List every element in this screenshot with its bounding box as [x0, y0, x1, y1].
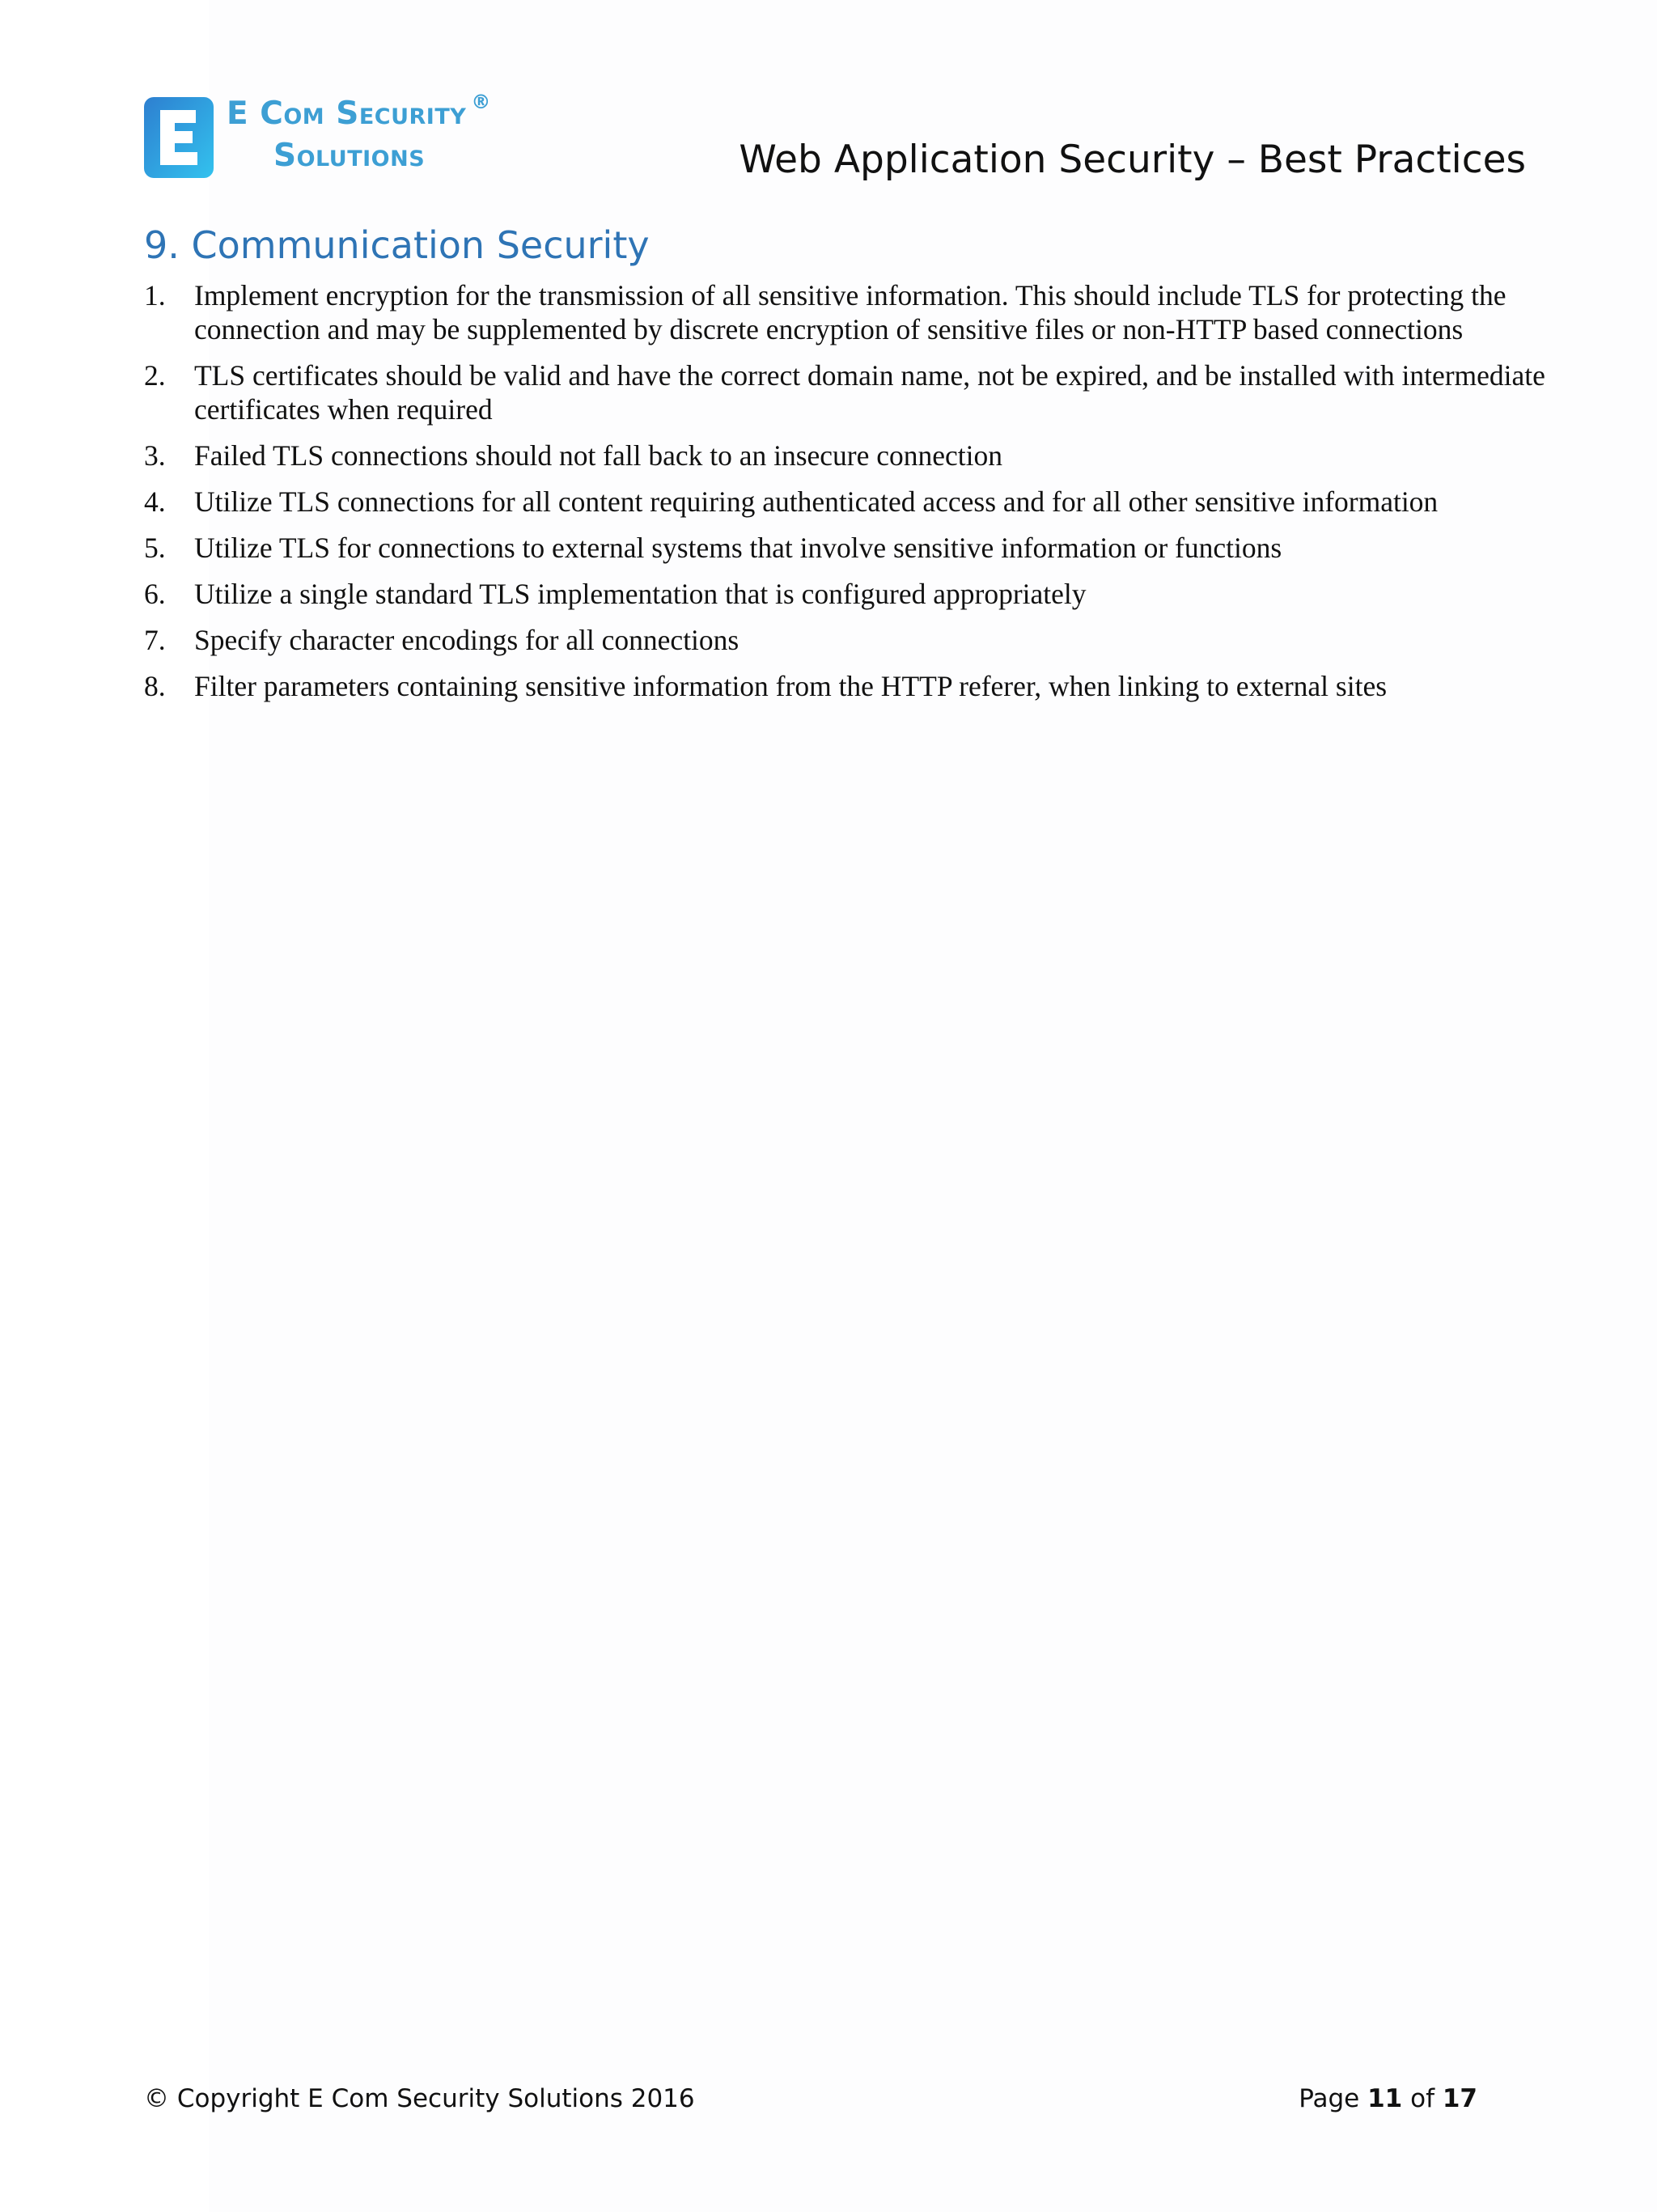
list-item-number: 4.	[144, 485, 166, 518]
list-item-number: 5.	[144, 532, 166, 564]
list-item-number: 1.	[144, 279, 166, 311]
list-item	[144, 669, 1560, 703]
list-item-text: Implement encryption for the transmission of all sensitive information. This should include TLS for protecting the connection and may be supplemented by discrete encryption of sensitive files or non-HTTP based connections	[194, 279, 1507, 345]
registered-mark: ®	[471, 91, 491, 113]
list-item-text: TLS certificates should be valid and have the correct domain name, not be expired, and be installed with intermediate certificates when required	[194, 359, 1545, 426]
list-item-number: 2.	[144, 359, 166, 392]
list-item-number: 7.	[144, 624, 166, 656]
list-item-number: 3.	[144, 439, 166, 472]
list-item-text: Utilize TLS connections for all content requiring authenticated access and for all other sensitive information	[194, 485, 1439, 518]
logo-text-line2: Solutions	[273, 138, 426, 174]
list-item-text: Specify character encodings for all connections	[194, 624, 740, 656]
list-item-number: 6.	[144, 578, 166, 610]
company-logo	[144, 91, 532, 186]
logo-e-icon	[144, 97, 214, 178]
list-item	[144, 278, 1560, 346]
best-practice-list	[144, 278, 1560, 715]
list-item-text: Filter parameters containing sensitive information from the HTTP referer, when linking to external sites	[194, 670, 1388, 702]
document-title: Web Application Security – Best Practices	[739, 138, 1526, 182]
logo-text-main: E Com Security	[227, 95, 467, 132]
list-item-text: Utilize TLS for connections to external systems that involve sensitive information or functions	[194, 532, 1282, 564]
section-heading: 9. Communication Security	[144, 223, 650, 267]
page-of-label: of	[1410, 2084, 1435, 2113]
list-item	[144, 358, 1560, 426]
logo-text-line1	[227, 91, 491, 132]
list-item-number: 8.	[144, 670, 166, 702]
footer-copyright: © Copyright E Com Security Solutions 2016	[144, 2084, 695, 2113]
page-total: 17	[1442, 2084, 1477, 2113]
list-item-text: Failed TLS connections should not fall back to an insecure connection	[194, 439, 1003, 472]
list-item	[144, 577, 1560, 611]
list-item	[144, 531, 1560, 565]
list-item	[144, 485, 1560, 519]
list-item-text: Utilize a single standard TLS implementation that is configured appropriately	[194, 578, 1087, 610]
page-header	[0, 0, 1657, 202]
list-item	[144, 439, 1560, 472]
list-item	[144, 623, 1560, 657]
page-label: Page	[1299, 2084, 1360, 2113]
footer-page-number	[1299, 2084, 1477, 2113]
page-current: 11	[1367, 2084, 1403, 2113]
